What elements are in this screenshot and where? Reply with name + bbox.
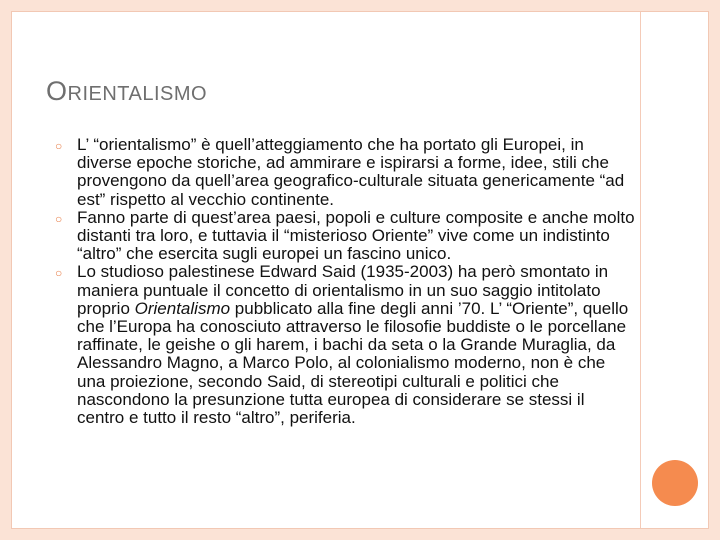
bullet-text-after: pubblicato alla fine degli anni ’70. L’ “Oriente”, quello che l’Europa ha conosciuto attraverso le filosofie buddiste o le porcellane raffinate, le geishe o gli harem, i bachi da seta o la Grande Muraglia, da Alessandro Magno, a Marco Polo, al colonialismo moderno, non è che una proiezione, secondo Said, di stereotipi culturali e politici che nascondono la presunzione tutta europea di considerare se stessi il centro e tutto il resto “altro”, periferia. bbox=[77, 298, 629, 428]
bullet-item bbox=[55, 135, 636, 209]
ring-bullet-icon: ○ bbox=[55, 139, 63, 153]
bullet-text-before: Lo studioso palestinese Edward Said (1935-2003) ha però smontato in maniera puntuale il concetto di orientalismo in un suo saggio intitolato proprio bbox=[77, 262, 609, 318]
orange-circle-icon bbox=[652, 460, 698, 506]
slide bbox=[11, 11, 709, 529]
title-initial: O bbox=[46, 76, 68, 106]
book-title: Orientalismo bbox=[134, 298, 231, 318]
bullet-item bbox=[55, 262, 636, 428]
bullet-list bbox=[55, 135, 636, 428]
bullet-text: L’ “orientalismo” è quell’atteggiamento che ha portato gli Europei, in diverse epoche storiche, ad ammirare e ispirarsi a forme, idee, stili che provengono da quell’area geografico-culturale situata genericamente “ad est” rispetto al vecchio continente. bbox=[77, 135, 625, 209]
ring-bullet-icon: ○ bbox=[55, 266, 63, 281]
bullet-item bbox=[55, 207, 636, 264]
vertical-divider bbox=[640, 12, 641, 528]
ring-bullet-icon: ○ bbox=[55, 211, 63, 226]
bullet-text: Fanno parte di quest’area paesi, popoli e culture composite e anche molto distanti tra loro, e tuttavia il “misterioso Oriente” vive come un indistinto “altro” che esercita sugli europei un fascino unico. bbox=[77, 207, 635, 264]
slide-title bbox=[46, 76, 207, 107]
title-rest: RIENTALISMO bbox=[67, 83, 208, 105]
